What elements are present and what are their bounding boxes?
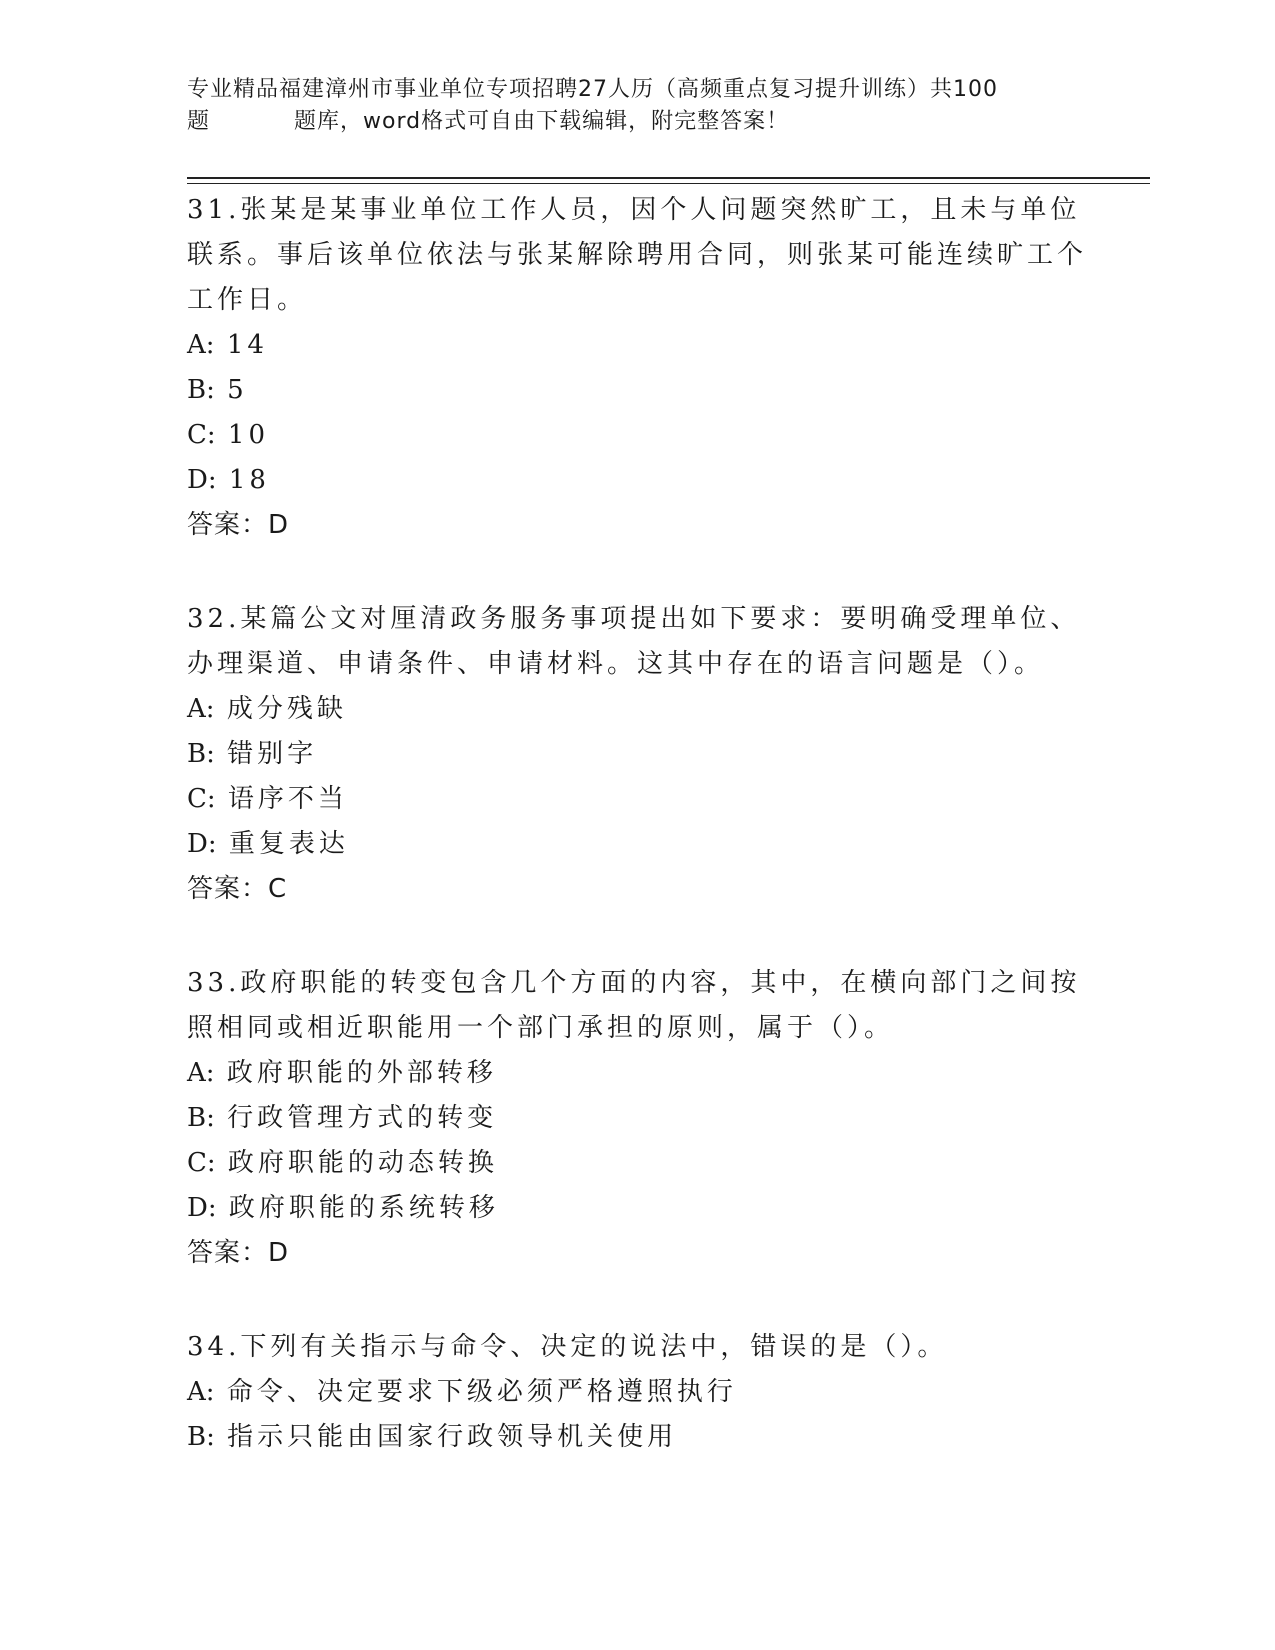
option-letter: A: bbox=[187, 1058, 215, 1088]
option-text: 政府职能的动态转换 bbox=[227, 1148, 498, 1178]
option-letter: B: bbox=[187, 1422, 215, 1452]
option-a bbox=[187, 1051, 1087, 1096]
option-text: 成分残缺 bbox=[226, 694, 347, 724]
option-text: 10 bbox=[227, 420, 270, 450]
option-c bbox=[187, 413, 1087, 458]
option-d bbox=[187, 822, 1087, 867]
option-a bbox=[187, 323, 1087, 368]
option-text: 语序不当 bbox=[227, 784, 348, 814]
option-text: 指示只能由国家行政领导机关使用 bbox=[227, 1422, 678, 1452]
question-stem: 32.某篇公文对厘清政务服务事项提出如下要求：要明确受理单位、办理渠道、申请条件、申请材料。这其中存在的语言问题是（）。 bbox=[187, 604, 1081, 679]
header-subtitle-right: 题库，word格式可自由下载编辑，附完整答案！ bbox=[294, 109, 790, 134]
option-text: 政府职能的外部转移 bbox=[226, 1058, 497, 1088]
question-33 bbox=[187, 961, 1087, 1276]
header-title-line: 专业精品福建漳州市事业单位专项招聘27人历（高频重点复习提升训练）共100 bbox=[187, 77, 998, 102]
option-letter: A: bbox=[187, 330, 215, 360]
option-d bbox=[187, 1186, 1087, 1231]
option-b bbox=[187, 732, 1087, 777]
option-letter: C: bbox=[187, 420, 216, 450]
option-letter: D: bbox=[187, 465, 217, 495]
question-stem: 33.政府职能的转变包含几个方面的内容，其中，在横向部门之间按照相同或相近职能用一个部门承担的原则，属于（）。 bbox=[187, 968, 1081, 1043]
option-letter: D: bbox=[187, 829, 217, 859]
option-text: 5 bbox=[227, 375, 248, 405]
option-letter: C: bbox=[187, 784, 216, 814]
answer-line: 答案：D bbox=[187, 1238, 290, 1268]
document-header bbox=[187, 74, 1087, 138]
answer-line: 答案：C bbox=[187, 874, 288, 904]
option-c bbox=[187, 777, 1087, 822]
option-letter: D: bbox=[187, 1193, 217, 1223]
option-letter: C: bbox=[187, 1148, 216, 1178]
question-list bbox=[187, 188, 1087, 1509]
option-c bbox=[187, 1141, 1087, 1186]
option-letter: A: bbox=[187, 694, 215, 724]
option-b bbox=[187, 1096, 1087, 1141]
option-text: 行政管理方式的转变 bbox=[227, 1103, 498, 1133]
question-32 bbox=[187, 597, 1087, 912]
option-letter: B: bbox=[187, 1103, 215, 1133]
option-text: 错别字 bbox=[227, 739, 318, 769]
option-text: 重复表达 bbox=[228, 829, 349, 859]
option-text: 18 bbox=[228, 465, 270, 495]
option-letter: B: bbox=[187, 375, 215, 405]
answer-line: 答案：D bbox=[187, 510, 290, 540]
question-31 bbox=[187, 188, 1087, 548]
question-34 bbox=[187, 1325, 1087, 1460]
header-divider-thick bbox=[187, 177, 1150, 179]
option-text: 政府职能的系统转移 bbox=[228, 1193, 499, 1223]
option-a bbox=[187, 1370, 1087, 1415]
option-letter: B: bbox=[187, 739, 215, 769]
header-subtitle-left: 题 bbox=[187, 109, 211, 134]
option-b bbox=[187, 368, 1087, 413]
option-b bbox=[187, 1415, 1087, 1460]
question-stem: 34.下列有关指示与命令、决定的说法中，错误的是（）。 bbox=[187, 1332, 948, 1362]
option-d bbox=[187, 458, 1087, 503]
header-subtitle-line bbox=[187, 106, 1087, 138]
option-letter: A: bbox=[187, 1377, 215, 1407]
option-a bbox=[187, 687, 1087, 732]
question-stem: 31.张某是某事业单位工作人员，因个人问题突然旷工，且未与单位联系。事后该单位依法与张某解除聘用合同，则张某可能连续旷工个工作日。 bbox=[187, 195, 1088, 315]
option-text: 命令、决定要求下级必须严格遵照执行 bbox=[226, 1377, 737, 1407]
header-divider-thin bbox=[187, 183, 1150, 184]
option-text: 14 bbox=[226, 330, 268, 360]
